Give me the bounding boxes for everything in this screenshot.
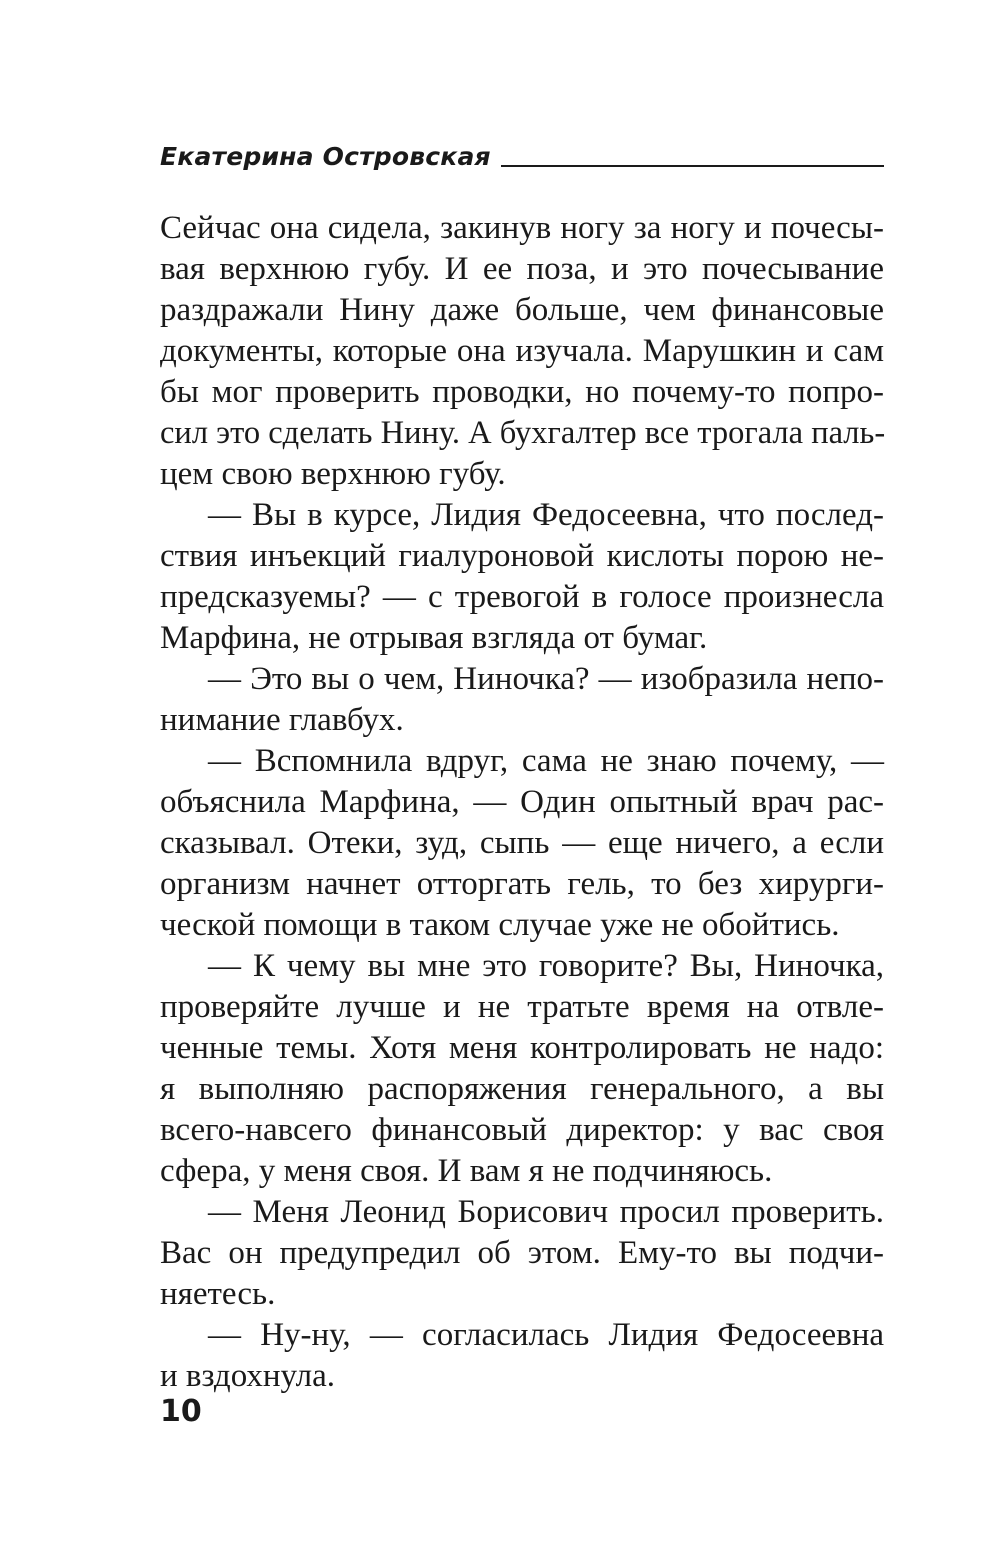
- text-line: — Это вы о чем, Ниночка? — изобразила непо-: [208, 661, 884, 697]
- text-line: Сейчас она сидела, закинув ногу за ногу и почесы-: [160, 210, 884, 246]
- text-line: сказывал. Отеки, зуд, сыпь — еще ничего, а если: [160, 825, 884, 861]
- page-number: 10: [160, 1394, 202, 1429]
- text-line: сфера, у меня своя. И вам я не подчиняюсь.: [160, 1153, 773, 1189]
- text-line: няетесь.: [160, 1276, 276, 1312]
- text-line: объяснила Марфина, — Один опытный врач рас-: [160, 784, 884, 820]
- text-line: вая верхнюю губу. И ее поза, и это почесывание: [160, 251, 884, 287]
- running-head: [160, 142, 884, 172]
- text-line: Марфина, не отрывая взгляда от бумаг.: [160, 620, 708, 656]
- text-line: проверяйте лучше и не тратьте время на отвле-: [160, 989, 884, 1025]
- running-head-rule: [501, 165, 884, 167]
- text-line: цем свою верхнюю губу.: [160, 456, 506, 492]
- text-line: Вас он предупредил об этом. Ему-то вы подчи-: [160, 1235, 884, 1271]
- text-line: — Ну-ну, — согласилась Лидия Федосеевна: [208, 1317, 884, 1353]
- text-line: раздражали Нину даже больше, чем финансовые: [160, 292, 884, 328]
- text-line: — К чему вы мне это говорите? Вы, Ниночка,: [208, 948, 884, 984]
- text-line: — Вспомнила вдруг, сама не знаю почему, —: [208, 743, 884, 779]
- running-head-author: Екатерина Островская: [160, 142, 491, 171]
- text-line: я выполняю распоряжения генерального, а вы: [160, 1071, 884, 1107]
- text-line: ческой помощи в таком случае уже не обойтись.: [160, 907, 840, 943]
- text-line: сил это сделать Нину. А бухгалтер все трогала паль-: [160, 415, 886, 451]
- text-line: всего-навсего финансовый директор: у вас своя: [160, 1112, 884, 1148]
- text-line: — Меня Леонид Борисович просил проверить.: [208, 1194, 884, 1230]
- text-line: — Вы в курсе, Лидия Федосеевна, что послед-: [208, 497, 884, 533]
- text-line: документы, которые она изучала. Марушкин и сам: [160, 333, 884, 369]
- text-line: ствия инъекций гиалуроновой кислоты порою не-: [160, 538, 884, 574]
- text-line: нимание главбух.: [160, 702, 404, 738]
- text-line: организм начнет отторгать гель, то без хирурги-: [160, 866, 884, 902]
- text-line: бы мог проверить проводки, но почему-то попро-: [160, 374, 884, 410]
- text-line: ченные темы. Хотя меня контролировать не надо:: [160, 1030, 884, 1066]
- text-line: и вздохнула.: [160, 1358, 335, 1394]
- text-line: предсказуемы? — с тревогой в голосе произнесла: [160, 579, 884, 615]
- body-text: [160, 208, 884, 1397]
